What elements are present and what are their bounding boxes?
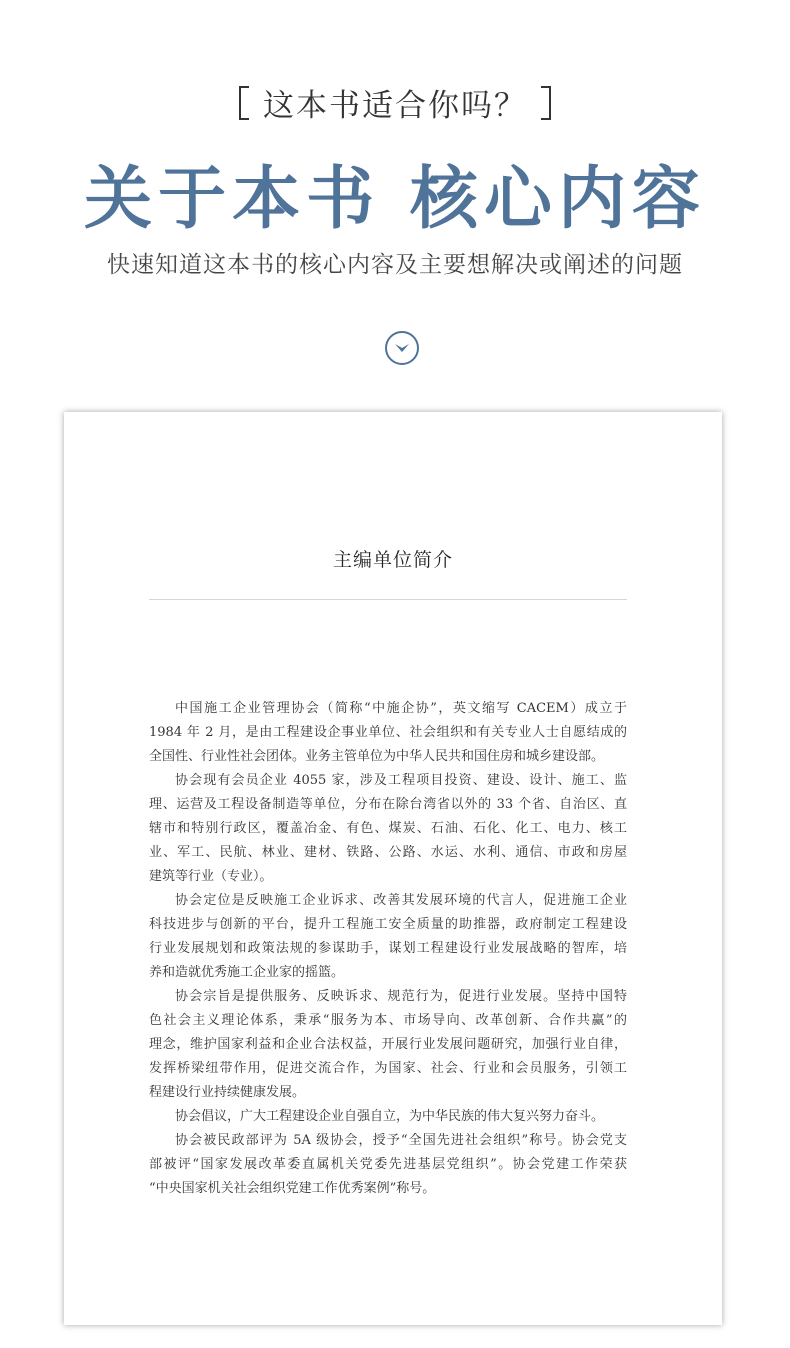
text-line: 理、运营及工程设备制造等单位，分布在除台湾省以外的 33 个省、自治区、直 <box>149 797 627 812</box>
page-title: 关于本书 核心内容 <box>84 159 706 239</box>
text-line: 协会被民政部评为 5A 级协会，授予“全国先进社会组织”称号。协会党支 <box>175 1133 627 1148</box>
paragraph <box>149 697 627 769</box>
text-line: 发挥桥梁纽带作用，促进交流合作，为国家、社会、行业和会员服务，引领工 <box>149 1061 627 1076</box>
text-line: 科技进步与创新的平台，提升工程施工安全质量的助推器，政府制定工程建设 <box>149 917 627 932</box>
text-line: 1984 年 2 月，是由工程建设企事业单位、社会组织和有关专业人士自愿结成的 <box>149 725 627 740</box>
page-subtitle: 快速知道这本书的核心内容及主要想解决或阐述的问题 <box>107 252 683 278</box>
text-line: “中央国家机关社会组织党建工作优秀案例”称号。 <box>149 1181 436 1196</box>
chevron-down-circle-icon[interactable] <box>385 331 419 365</box>
paragraph <box>149 769 627 889</box>
book-page-card <box>64 412 722 1325</box>
text-line: 部被评“国家发展改革委直属机关党委先进基层党组织”。协会党建工作荣获 <box>149 1157 627 1172</box>
section-heading: 主编单位简介 <box>332 549 453 571</box>
text-line: 程建设行业持续健康发展。 <box>149 1085 306 1100</box>
left-bracket <box>239 86 249 120</box>
divider <box>149 599 627 600</box>
text-line: 养和造就优秀施工企业家的摇篮。 <box>149 965 345 980</box>
body-text <box>149 697 627 1201</box>
paragraph <box>149 985 627 1105</box>
text-line: 业、军工、民航、林业、建材、铁路、公路、水运、水利、通信、市政和房屋 <box>149 845 627 860</box>
text-line: 中国施工企业管理协会（简称“中施企协”，英文缩写 CACEM）成立于 <box>175 701 627 716</box>
text-line: 建筑等行业（专业）。 <box>149 869 273 884</box>
question-text: 这本书适合你吗？ <box>263 88 527 124</box>
text-line: 协会现有会员企业 4055 家，涉及工程项目投资、建设、设计、施工、监 <box>175 773 627 788</box>
right-bracket <box>541 86 551 120</box>
text-line: 协会定位是反映施工企业诉求、改善其发展环境的代言人，促进施工企业 <box>175 893 627 908</box>
text-line: 协会宗旨是提供服务、反映诉求、规范行为，促进行业发展。坚持中国特 <box>175 989 627 1004</box>
text-line: 辖市和特别行政区，覆盖冶金、有色、煤炭、石油、石化、化工、电力、核工 <box>149 821 627 836</box>
text-line: 协会倡议，广大工程建设企业自强自立，为中华民族的伟大复兴努力奋斗。 <box>175 1109 605 1124</box>
text-line: 色社会主义理论体系，秉承“服务为本、市场导向、改革创新、合作共赢”的 <box>149 1013 627 1028</box>
text-line: 行业发展规划和政策法规的参谋助手，谋划工程建设行业发展战略的智库，培 <box>149 941 627 956</box>
question-heading <box>0 80 790 125</box>
text-line: 理念，维护国家利益和企业合法权益，开展行业发展问题研究，加强行业自律， <box>149 1037 627 1052</box>
paragraph <box>149 1129 627 1201</box>
paragraph <box>149 1105 627 1129</box>
text-line: 全国性、行业性社会团体。业务主管单位为中华人民共和国住房和城乡建设部。 <box>149 749 605 764</box>
paragraph <box>149 889 627 985</box>
